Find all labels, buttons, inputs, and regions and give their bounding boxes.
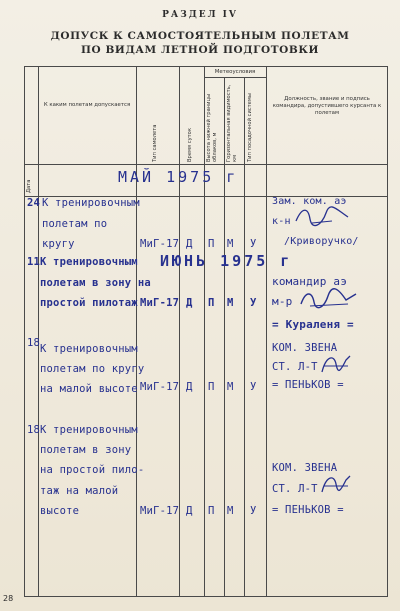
entry-3-flight-line: на малой высоте bbox=[40, 383, 138, 395]
header-landing-system: Тип посадочной системы bbox=[247, 93, 253, 162]
entry-4-date: 18 bbox=[27, 424, 41, 436]
entry-3-signature bbox=[318, 352, 354, 376]
header-cloud-base: Высота нижней границы облаков, м bbox=[206, 93, 218, 162]
entry-3-cloud: П bbox=[208, 381, 215, 393]
entry-4-flight-line: таж на малой bbox=[40, 485, 119, 497]
header-date: Дата bbox=[26, 179, 32, 193]
entry-2-commander-line: = Кураленя = bbox=[272, 318, 354, 331]
entry-2-flight-line: полетам в зону на bbox=[40, 277, 151, 289]
entry-2-aircraft: МиГ-17 bbox=[140, 297, 180, 309]
entry-2-date: 11 bbox=[27, 256, 41, 268]
entry-2-flight-line: простой пилотаж bbox=[40, 297, 138, 309]
section-title: РАЗДЕЛ IV bbox=[162, 10, 238, 20]
entry-4-signature bbox=[318, 472, 354, 496]
entry-3-aircraft: МиГ-17 bbox=[140, 381, 180, 393]
entry-4-visibility: М bbox=[227, 505, 234, 517]
entry-3-flight-line: полетам по кругу bbox=[40, 363, 145, 375]
entry-4-commander-line: СТ. Л-Т bbox=[272, 483, 318, 495]
entry-3-commander-line: = ПЕНЬКОВ = bbox=[272, 379, 344, 391]
entry-1-commander-line: /Криворучко/ bbox=[284, 236, 359, 247]
entry-3-visibility: М bbox=[227, 381, 234, 393]
entry-1-flight-line: полетам по bbox=[42, 218, 108, 230]
entry-2-commander-line: м-р bbox=[272, 295, 293, 308]
entry-1-cloud: П bbox=[208, 238, 215, 250]
entry-3-flight-line: К тренировочным bbox=[40, 343, 138, 355]
header-commander: Должность, звание и подпись командира, допустившего курсанта к полетам bbox=[272, 96, 382, 116]
month-june: ИЮНЬ 1975 г bbox=[160, 252, 293, 270]
month-may: МАЙ 1975 г bbox=[118, 168, 239, 186]
entry-4-flight-line: на простой пило- bbox=[40, 464, 145, 476]
entry-1-landing: У bbox=[250, 238, 257, 250]
entry-4-flight-line: К тренировочным bbox=[40, 424, 138, 436]
entry-2-commander-line: командир аэ bbox=[272, 275, 348, 288]
entry-4-cloud: П bbox=[208, 505, 215, 517]
entry-3-commander-line: КОМ. ЗВЕНА bbox=[272, 342, 338, 354]
entry-1-aircraft: МиГ-17 bbox=[140, 238, 180, 250]
entry-1-visibility: М bbox=[227, 238, 234, 250]
entry-4-commander-line: КОМ. ЗВЕНА bbox=[272, 462, 338, 474]
entry-2-flight-line: К тренировочным bbox=[40, 256, 138, 268]
entry-1-time: Д bbox=[186, 238, 193, 250]
entry-1-commander-line: Зам. ком. аэ bbox=[272, 196, 347, 207]
page-title-line-2: ПО ВИДАМ ЛЕТНОЙ ПОДГОТОВКИ bbox=[80, 44, 320, 56]
entry-2-time: Д bbox=[186, 297, 193, 309]
page-title-line-1: ДОПУСК К САМОСТОЯТЕЛЬНЫМ ПОЛЕТАМ bbox=[50, 30, 350, 42]
entry-4-flight-line: высоте bbox=[40, 505, 80, 517]
entry-4-time: Д bbox=[186, 505, 193, 517]
entry-4-flight-line: полетам в зону bbox=[40, 444, 132, 456]
header-time: Время суток bbox=[187, 128, 193, 162]
entry-2-visibility: М bbox=[227, 297, 234, 309]
entry-2-landing: У bbox=[250, 297, 257, 309]
entry-3-time: Д bbox=[186, 381, 193, 393]
entry-4-aircraft: МиГ-17 bbox=[140, 505, 180, 517]
entry-3-landing: У bbox=[250, 381, 257, 393]
entry-2-signature bbox=[298, 286, 360, 310]
header-flights: К каким полетам допускается bbox=[43, 102, 131, 108]
header-meteo: Метеоусловия bbox=[214, 69, 256, 75]
entry-1-commander-line: к-н bbox=[272, 216, 291, 227]
header-aircraft: Тип самолета bbox=[152, 124, 158, 162]
entry-1-signature bbox=[292, 205, 352, 227]
entry-3-date: 18 bbox=[27, 337, 41, 349]
entry-1-flight-line: кругу bbox=[42, 238, 75, 250]
entry-4-commander-line: = ПЕНЬКОВ = bbox=[272, 504, 344, 516]
entry-2-cloud: П bbox=[208, 297, 215, 309]
entry-1-date: 24 bbox=[27, 197, 41, 209]
entry-4-landing: У bbox=[250, 505, 257, 517]
entry-1-flight-line: К тренировочным bbox=[42, 197, 140, 209]
entry-3-commander-line: СТ. Л-Т bbox=[272, 361, 318, 373]
header-visibility: Горизонтальная видимость, км bbox=[226, 84, 238, 162]
page-number: 28 bbox=[3, 594, 14, 603]
